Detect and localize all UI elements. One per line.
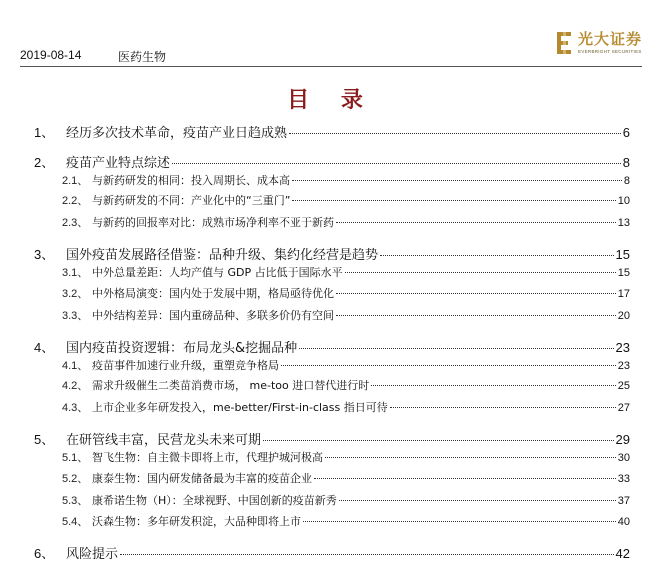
toc-page-number: 30: [617, 452, 630, 464]
report-date: 2019-08-14: [20, 48, 82, 62]
toc-section-entry[interactable]: [34, 449, 630, 465]
toc-entry-title: 中外格局演变：国内处于发展中期，格局亟待优化: [92, 287, 334, 300]
toc-section-entry[interactable]: [34, 377, 630, 393]
toc-dot-leader: [263, 440, 614, 441]
toc-entry-number: 6、: [34, 546, 55, 561]
toc-chapter-entry[interactable]: [34, 152, 630, 171]
toc-section-entry[interactable]: [34, 470, 630, 486]
toc-entry-number: 2.2、: [62, 195, 89, 207]
toc-dot-leader: [325, 457, 616, 458]
toc-dot-leader: [336, 315, 616, 316]
logo-english-name: EVERBRIGHT SECURITIES: [577, 48, 642, 54]
toc-entry-number: 2.1、: [62, 175, 89, 187]
toc-entry-title: 与新药的回报率对比：成熟市场净利率不亚于新药: [92, 216, 334, 229]
toc-dot-leader: [281, 365, 616, 366]
toc-entry-title: 疫苗产业特点综述: [66, 156, 171, 171]
toc-entry-number: 5.1、: [62, 452, 89, 464]
toc-entry-title: 与新药研发的不同：产业化中的“三重门”: [92, 194, 291, 207]
toc-page-number: 23: [615, 340, 630, 355]
toc-entry-number: 3.3、: [62, 310, 89, 322]
toc-chapter-entry[interactable]: [34, 337, 630, 356]
toc-entry-title: 智飞生物：自主微卡即将上市，代理护城河极高: [92, 451, 323, 464]
toc-dot-leader: [390, 407, 616, 408]
toc-page-number: 15: [617, 267, 630, 279]
toc-dot-leader: [292, 200, 615, 201]
toc-page-number: 33: [617, 473, 630, 485]
toc-entry-number: 5.3、: [62, 495, 89, 507]
toc-dot-leader: [339, 500, 616, 501]
toc-dot-leader: [299, 348, 613, 349]
toc-chapter-entry[interactable]: [34, 122, 630, 141]
toc-dot-leader: [314, 478, 616, 479]
toc-dot-leader: [292, 180, 622, 181]
toc-entry-number: 5.4、: [62, 516, 89, 528]
toc-chapter-entry[interactable]: [34, 244, 630, 263]
toc-page-number: 8: [623, 175, 630, 187]
everbright-logo-icon: [557, 30, 573, 56]
toc-section-entry[interactable]: [34, 492, 630, 508]
toc-section-entry[interactable]: [34, 399, 630, 415]
toc-section-entry[interactable]: [34, 264, 630, 280]
toc-entry-number: 4.2、: [62, 380, 89, 392]
toc-page-number: 27: [617, 402, 630, 414]
toc-page-number: 17: [617, 288, 630, 300]
toc-entry-number: 3.1、: [62, 267, 89, 279]
toc-entry-title: 与新药研发的相同：投入周期长、成本高: [92, 174, 290, 187]
toc-entry-number: 3.2、: [62, 288, 89, 300]
toc-entry-title: 疫苗事件加速行业升级，重塑竞争格局: [92, 359, 279, 372]
toc-page-number: 20: [617, 310, 630, 322]
toc-entry-title: 沃森生物：多年研发积淀，大品种即将上市: [92, 515, 301, 528]
toc-dot-leader: [120, 554, 614, 555]
toc-entry-number: 5.2、: [62, 473, 89, 485]
toc-page-number: 40: [617, 516, 630, 528]
toc-page-number: 10: [617, 195, 630, 207]
toc-dot-leader: [303, 521, 616, 522]
toc-dot-leader: [289, 133, 621, 134]
toc-entry-title: 需求升级催生二类苗消费市场， me-too 进口替代进行时: [92, 379, 370, 392]
toc-entry-title: 康希诺生物（H）：全球视野、中国创新的疫苗新秀: [92, 494, 337, 507]
toc-entry-title: 中外总量差距：人均产值与 GDP 占比低于国际水平: [92, 266, 343, 279]
toc-entry-number: 4、: [34, 340, 55, 355]
page-header: [20, 28, 642, 62]
toc-page-number: 8: [622, 155, 630, 170]
toc-entry-number: 2.3、: [62, 217, 89, 229]
toc-entry-number: 4.3、: [62, 402, 89, 414]
toc-entry-number: 2、: [34, 155, 55, 170]
toc-entry-title: 康泰生物：国内研发储备最为丰富的疫苗企业: [92, 472, 312, 485]
toc-dot-leader: [345, 272, 616, 273]
toc-entry-number: 4.1、: [62, 360, 89, 372]
toc-dot-leader: [371, 385, 616, 386]
toc-dot-leader: [336, 293, 616, 294]
industry-section: 医药生物: [118, 50, 167, 64]
toc-section-entry[interactable]: [34, 357, 630, 373]
toc-section-entry[interactable]: [34, 513, 630, 529]
toc-dot-leader: [172, 163, 621, 164]
toc-chapter-entry[interactable]: [34, 543, 630, 562]
toc-page-number: 6: [622, 125, 630, 140]
toc-chapter-entry[interactable]: [34, 429, 630, 448]
toc-section-entry[interactable]: [34, 192, 630, 208]
toc-section-entry[interactable]: [34, 285, 630, 301]
header-divider: [20, 66, 642, 67]
toc-page-number: 37: [617, 495, 630, 507]
toc-section-entry[interactable]: [34, 307, 630, 323]
toc-entry-number: 5、: [34, 432, 55, 447]
toc-page-number: 42: [615, 546, 630, 561]
toc-dot-leader: [380, 255, 614, 256]
toc-section-entry[interactable]: [34, 172, 630, 188]
toc-section-entry[interactable]: [34, 214, 630, 230]
toc-title: 目 录: [287, 87, 375, 113]
toc-entry-number: 1、: [34, 125, 55, 140]
toc-dot-leader: [336, 222, 616, 223]
toc-entry-title: 上市企业多年研发投入，me-better/First-in-class 指日可待: [92, 401, 388, 414]
company-logo: [557, 28, 642, 58]
toc-entry-number: 3、: [34, 247, 55, 262]
toc-entry-title: 经历多次技术革命，疫苗产业日趋成熟: [66, 126, 288, 141]
toc-page-number: 13: [617, 217, 630, 229]
toc-page-number: 23: [617, 360, 630, 372]
toc-page-number: 29: [615, 432, 630, 447]
toc-page-number: 15: [615, 247, 630, 262]
toc-entry-title: 国外疫苗发展路径借鉴：品种升级、集约化经营是趋势: [66, 248, 379, 263]
logo-chinese-name: 光大证券: [577, 29, 642, 48]
toc-entry-title: 中外结构差异：国内重磅品种、多联多价仍有空间: [92, 309, 334, 322]
toc-entry-title: 国内疫苗投资逻辑：布局龙头&挖掘品种: [66, 341, 298, 356]
toc-entry-title: 在研管线丰富，民营龙头未来可期: [66, 433, 262, 448]
toc-page-number: 25: [617, 380, 630, 392]
toc-entry-title: 风险提示: [66, 547, 119, 562]
